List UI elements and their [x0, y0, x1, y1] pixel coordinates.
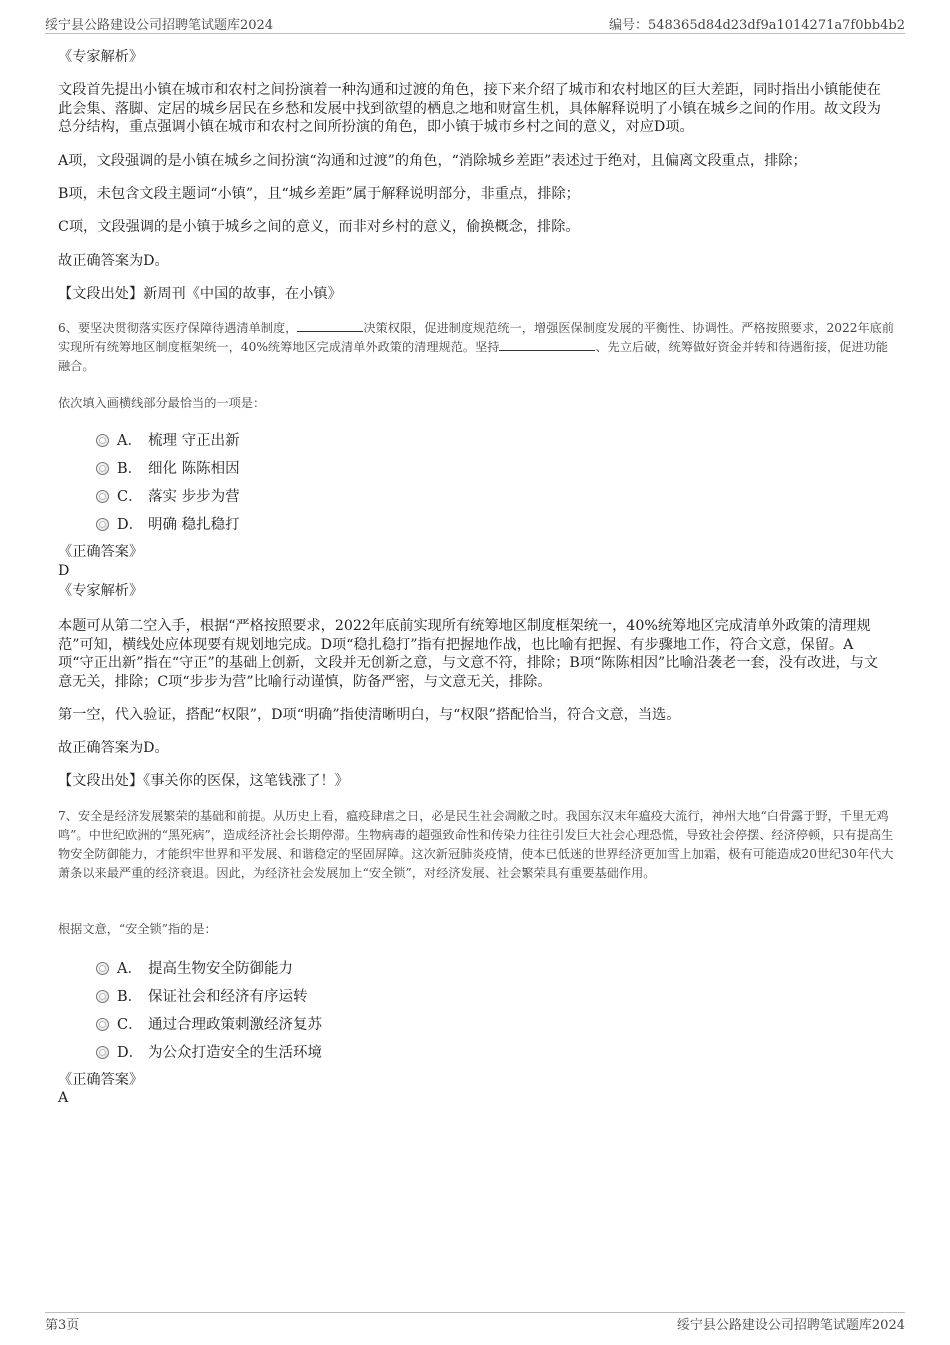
q7-answer: A: [58, 1090, 69, 1106]
q6-analysis-title: 《专家解析》: [58, 583, 144, 599]
q5-analysis-option-c: C项，文段强调的是小镇于城乡之间的意义，而非对乡村的意义，偷换概念，排除。: [58, 219, 580, 235]
q6-stem-part3: 、先立后破，统筹做好资金并转和待遇衔接，促进功能融合。: [58, 340, 888, 373]
radio-button[interactable]: [96, 462, 109, 475]
q7-question: 根据文意，“安全锁”指的是：: [58, 922, 217, 936]
option-text: 通过合理政策刺激经济复苏: [148, 1017, 322, 1033]
q5-conclusion: 故正确答案为D。: [58, 253, 169, 269]
option-letter: A．: [117, 961, 142, 977]
q6-answer: D: [58, 563, 70, 579]
q5-analysis-option-b: B项，未包含文段主题词“小镇”，且“城乡差距”属于解释说明部分，非重点，排除；: [58, 186, 580, 202]
q6-blank-2: [499, 338, 595, 351]
q6-blank-1: [297, 319, 363, 332]
page-footer: [45, 1314, 905, 1334]
option-letter: C．: [117, 489, 143, 505]
option-text: 细化 陈陈相因: [148, 461, 240, 477]
option-text: 提高生物安全防御能力: [148, 961, 293, 977]
option-letter: D．: [117, 517, 144, 533]
radio-button[interactable]: [96, 1018, 109, 1031]
radio-button[interactable]: [96, 990, 109, 1003]
q6-stem-part2: 决策权限，促进制度规范统一，增强医保制度发展的平衡性、协调性。严格按照要求，2022年底前实现所有统筹地区制度框架统一，40%统筹地区完成清单外政策的清理规范。坚持: [58, 321, 895, 354]
page-number: 第3页: [45, 1318, 80, 1333]
q6-analysis-paragraph-2: 第一空，代入验证，搭配“权限”，D项“明确”指使清晰明白，与“权限”搭配恰当，符合文意，当选。: [58, 707, 681, 723]
option-text: 为公众打造安全的生活环境: [148, 1045, 322, 1061]
option-letter: D．: [117, 1045, 144, 1061]
page-header: [45, 14, 905, 34]
option-letter: C．: [117, 1017, 143, 1033]
q5-analysis-title: 《专家解析》: [58, 49, 144, 65]
option-text: 保证社会和经济有序运转: [148, 989, 308, 1005]
footer-divider: [45, 1312, 905, 1313]
option-text: 明确 稳扎稳打: [148, 517, 240, 533]
header-divider: [45, 33, 905, 34]
footer-title: 绥宁县公路建设公司招聘笔试题库2024: [676, 1318, 905, 1333]
header-serial-number: 编号：548365d84d23df9a1014271a7f0bb4b2: [608, 18, 905, 33]
q6-source: 【文段出处】《事关你的医保，这笔钱涨了！》: [58, 773, 349, 789]
q6-stem: [58, 319, 895, 376]
option-text: 落实 步步为营: [148, 489, 240, 505]
radio-button[interactable]: [96, 434, 109, 447]
radio-button[interactable]: [96, 490, 109, 503]
q5-source: 【文段出处】新周刊《中国的故事，在小镇》: [58, 286, 342, 302]
radio-button[interactable]: [96, 1046, 109, 1059]
option-text: 梳理 守正出新: [148, 433, 240, 449]
q6-analysis-paragraph-1: 本题可从第二空入手，根据“严格按照要求，2022年底前实现所有统筹地区制度框架统一，40%统筹地区完成清单外政策的清理规范”可知，横线处应体现要有规划地完成。D项“稳扎稳打”指有把握地作战，也比喻有把握、有步骤地工作，符合文意，保留。A项“守正出新”指在“守正”的基础上创新，文段并无创新之意，与文意不符，排除；B项“陈陈相因”比喻沿袭老一套，没有改进，与文意无关，排除；C项“步步为营”比喻行动谨慎，防备严密，与文意无关，排除。: [58, 618, 879, 690]
header-title: 绥宁县公路建设公司招聘笔试题库2024: [45, 18, 274, 33]
q6-answer-title: 《正确答案》: [58, 544, 144, 560]
option-letter: B．: [117, 461, 143, 477]
q5-analysis-option-a: A项，文段强调的是小镇在城乡之间扮演“沟通和过渡”的角色，“消除城乡差距”表述过于绝对，且偏离文段重点，排除；: [58, 153, 807, 169]
option-letter: B．: [117, 989, 143, 1005]
radio-button[interactable]: [96, 962, 109, 975]
q7-answer-title: 《正确答案》: [58, 1072, 144, 1088]
q6-conclusion: 故正确答案为D。: [58, 740, 169, 756]
radio-button[interactable]: [96, 518, 109, 531]
q6-question: 依次填入画横线部分最恰当的一项是：: [58, 396, 266, 410]
option-letter: A．: [117, 433, 142, 449]
q5-analysis-paragraph: 文段首先提出小镇在城市和农村之间扮演着一种沟通和过渡的角色，接下来介绍了城市和农村地区的巨大差距，同时指出小镇能使在此会集、落脚、定居的城乡居民在乡愁和发展中找到欲望的栖息之地和财富生机，具体解释说明了小镇在城乡之间的作用。故文段为总分结构，重点强调小镇在城市和农村之间所扮演的角色，即小镇于城市乡村之间的意义，对应D项。: [58, 82, 881, 135]
q6-stem-part1: 6、要坚决贯彻落实医疗保障待遇清单制度，: [58, 321, 298, 335]
q7-stem: 7、安全是经济发展繁荣的基础和前提。从历史上看，瘟疫肆虐之日，必是民生社会凋敝之时。我国东汉末年瘟疫大流行，神州大地“白骨露于野，千里无鸡鸣”。中世纪欧洲的“黑死病”，造成经济社会长期停滞。生物病毒的超强致命性和传染力往往引发巨大社会心理恐慌，导致社会停摆、经济停顿，只有提高生物安全防御能力，才能织牢世界和平发展、和谐稳定的坚固屏障。这次新冠肺炎疫情，使本已低迷的世界经济更加雪上加霜，极有可能造成20世纪30年代大萧条以来最严重的经济衰退。因此，为经济社会发展加上“安全锁”，对经济发展、社会繁荣具有重要基础作用。: [58, 809, 894, 880]
